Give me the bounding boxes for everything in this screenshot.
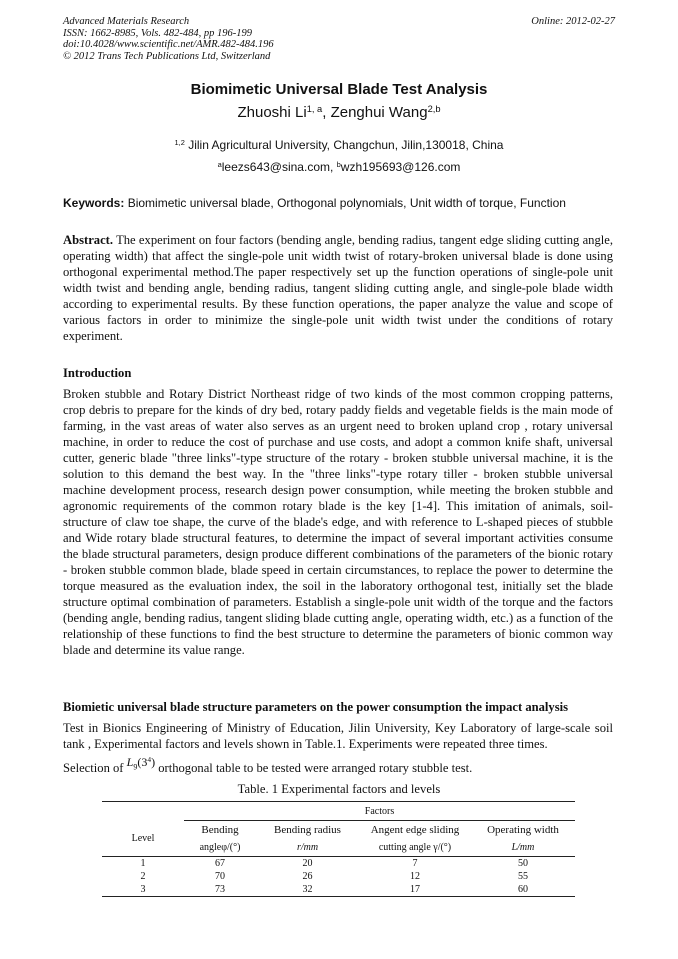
formula-close: ) [151, 755, 156, 769]
author-line [0, 104, 678, 121]
doi-line: doi:10.4028/www.scientific.net/AMR.482-484.196 [63, 39, 274, 50]
emails [0, 160, 678, 174]
table-row [102, 870, 575, 883]
col-bending-radius: Bending radius [274, 824, 341, 836]
email-separator: , [329, 160, 337, 174]
unit-bending-angle: angleφ/(°) [184, 839, 256, 857]
online-date: Online: 2012-02-27 [531, 16, 615, 27]
section2-heading: Biomietic universal blade structure parameters on the power consumption the impact analysis [63, 700, 569, 714]
table-cell: 55 [518, 871, 528, 882]
affiliation [0, 138, 678, 152]
table-cell: 70 [215, 871, 225, 882]
table-cell: 73 [184, 883, 256, 897]
table-cell: 26 [302, 871, 313, 882]
factors-table [102, 801, 575, 897]
author-1: Zhuoshi Li [237, 104, 307, 121]
affiliation-text: Jilin Agricultural University, Changchun, Jilin,130018, China [184, 138, 504, 152]
table-cell: 32 [256, 883, 359, 897]
formula-L: L [126, 755, 134, 769]
col-operating-width: Operating width [487, 824, 559, 836]
issn-line: ISSN: 1662-8985, Vols. 482-484, pp 196-199 [63, 27, 252, 39]
table-cell: 2 [140, 871, 146, 882]
table-row [102, 883, 575, 897]
level-header: Level [102, 821, 184, 857]
email-a-marker: a [217, 159, 222, 169]
table-cell: 7 [412, 858, 418, 869]
abstract-label: Abstract. [63, 233, 114, 247]
col-edge-sliding: Angent edge sliding [370, 824, 460, 836]
col-bending-angle: Bending [201, 824, 239, 836]
abstract-text: The experiment on four factors (bending angle, bending radius, tangent edge sliding cutting angle, operating width) that affect the single-pole unit width twist of rotary-broken universal blade is done using orthogonal experimental method.The paper respectively set up the function operations of single-pole unit width twist and bending angle, bending radius, tangent sliding cutting angle, and single-pole blade width according to experimental results. By these function operations, the paper analyze the value and scope of various factors in order to minimize the single-pole unit width twist under the conditions of rotary experiment. [63, 233, 613, 343]
unit-bending-radius: r/mm [256, 839, 359, 857]
email-b-marker: b [336, 159, 341, 169]
introduction-heading: Introduction [63, 366, 132, 380]
affiliation-marker: 1,2 [174, 137, 185, 147]
unit-operating-width: L/mm [471, 839, 575, 857]
keywords-text: Biomimetic universal blade, Orthogonal polynomials, Unit width of torque, Function [124, 196, 566, 210]
email-b[interactable]: wzh195693@126.com [340, 160, 461, 174]
formula-argument: (3 [137, 755, 148, 769]
section2-text: Test in Bionics Engineering of Ministry of Education, Jilin University, Key Laboratory of large-scale soil tank , Experimental factors and levels shown in Table.1. Experiments were repeated three times. [63, 721, 613, 751]
table-cell: 67 [215, 858, 225, 869]
table-cell: 20 [302, 858, 313, 869]
selection-suffix: orthogonal table to be tested were arranged rotary stubble test. [155, 761, 473, 775]
introduction-text: Broken stubble and Rotary District Northeast ridge of two kinds of the most common cropping patterns, crop debris to prepare for the kinds of dry bed, rotary paddy fields and vegetable fields is the main mode of farming, in the vast areas of water also serves as an urgent need to broken upland crop , rotary universal machine, in order to reduce the cost of purchase and use costs, and adopt a common knife shaft, universal cutter, generic blade "three links"-type structure of the rotary - broken stubble universal machine, it is the solution to this demand the best way. In the "three links"-type rotary tiller - broken stubble universal machine development process, research design power consumption, while meeting the broken stubble and agronomic requirements of the common rotary blade is the key [1-4]. This imitation of animals, soil-structure of claw toe shape, the curve of the blade's edge, and with reference to L-shaped pieces of stubble and Wide rotary blade structural features, to determine the impact of several important activities consume the blade structural parameters, design produce different combinations of the parameters of the bionic rotary - broken stubble common blade, blade speed in certain circumstances, to replace the power to determine the torque measured as the evaluation index, the soil in the laboratory orthogonal test, initially set the blade structure optimal combination of parameters. Establish a single-pole unit width of the torque and the factors (bending angle, bending radius, tangent sliding blade cutting angle, operating width, etc.) as a function of the relationship of these functions to find the best structure to determine the parameters of bionic common way blade and determine its value range. [63, 387, 613, 657]
journal-header [63, 16, 274, 62]
table-caption: Table. 1 Experimental factors and levels [237, 782, 441, 796]
abstract [63, 232, 613, 344]
email-a[interactable]: leezs643@sina.com [221, 160, 330, 174]
journal-name: Advanced Materials Research [63, 16, 190, 27]
table-cell: 12 [410, 871, 420, 882]
orthogonal-formula [127, 754, 155, 775]
table-cell: 3 [102, 883, 184, 897]
table-cell: 60 [471, 883, 575, 897]
table-cell: 50 [518, 858, 528, 869]
formula-subscript: 9 [133, 762, 138, 772]
orthogonal-table-line [63, 754, 473, 781]
table-cell: 17 [359, 883, 471, 897]
table-row [102, 857, 575, 871]
copyright-line: © 2012 Trans Tech Publications Ltd, Switzerland [63, 50, 271, 62]
table-cell: 1 [140, 858, 146, 869]
author-1-affil: 1, a [306, 103, 323, 114]
selection-prefix: Selection of [63, 761, 124, 775]
factors-header: Factors [184, 802, 575, 821]
unit-edge-sliding: cutting angle γ/(°) [359, 839, 471, 857]
author-separator: , [322, 104, 331, 121]
keywords [63, 196, 623, 210]
level-empty-cell [102, 802, 184, 821]
keywords-label: Keywords: [63, 196, 125, 210]
formula-exponent: 4 [147, 754, 152, 764]
author-2: Zenghui Wang [330, 104, 428, 121]
author-2-affil: 2,b [427, 103, 441, 114]
paper-title: Biomimetic Universal Blade Test Analysis [190, 81, 488, 98]
